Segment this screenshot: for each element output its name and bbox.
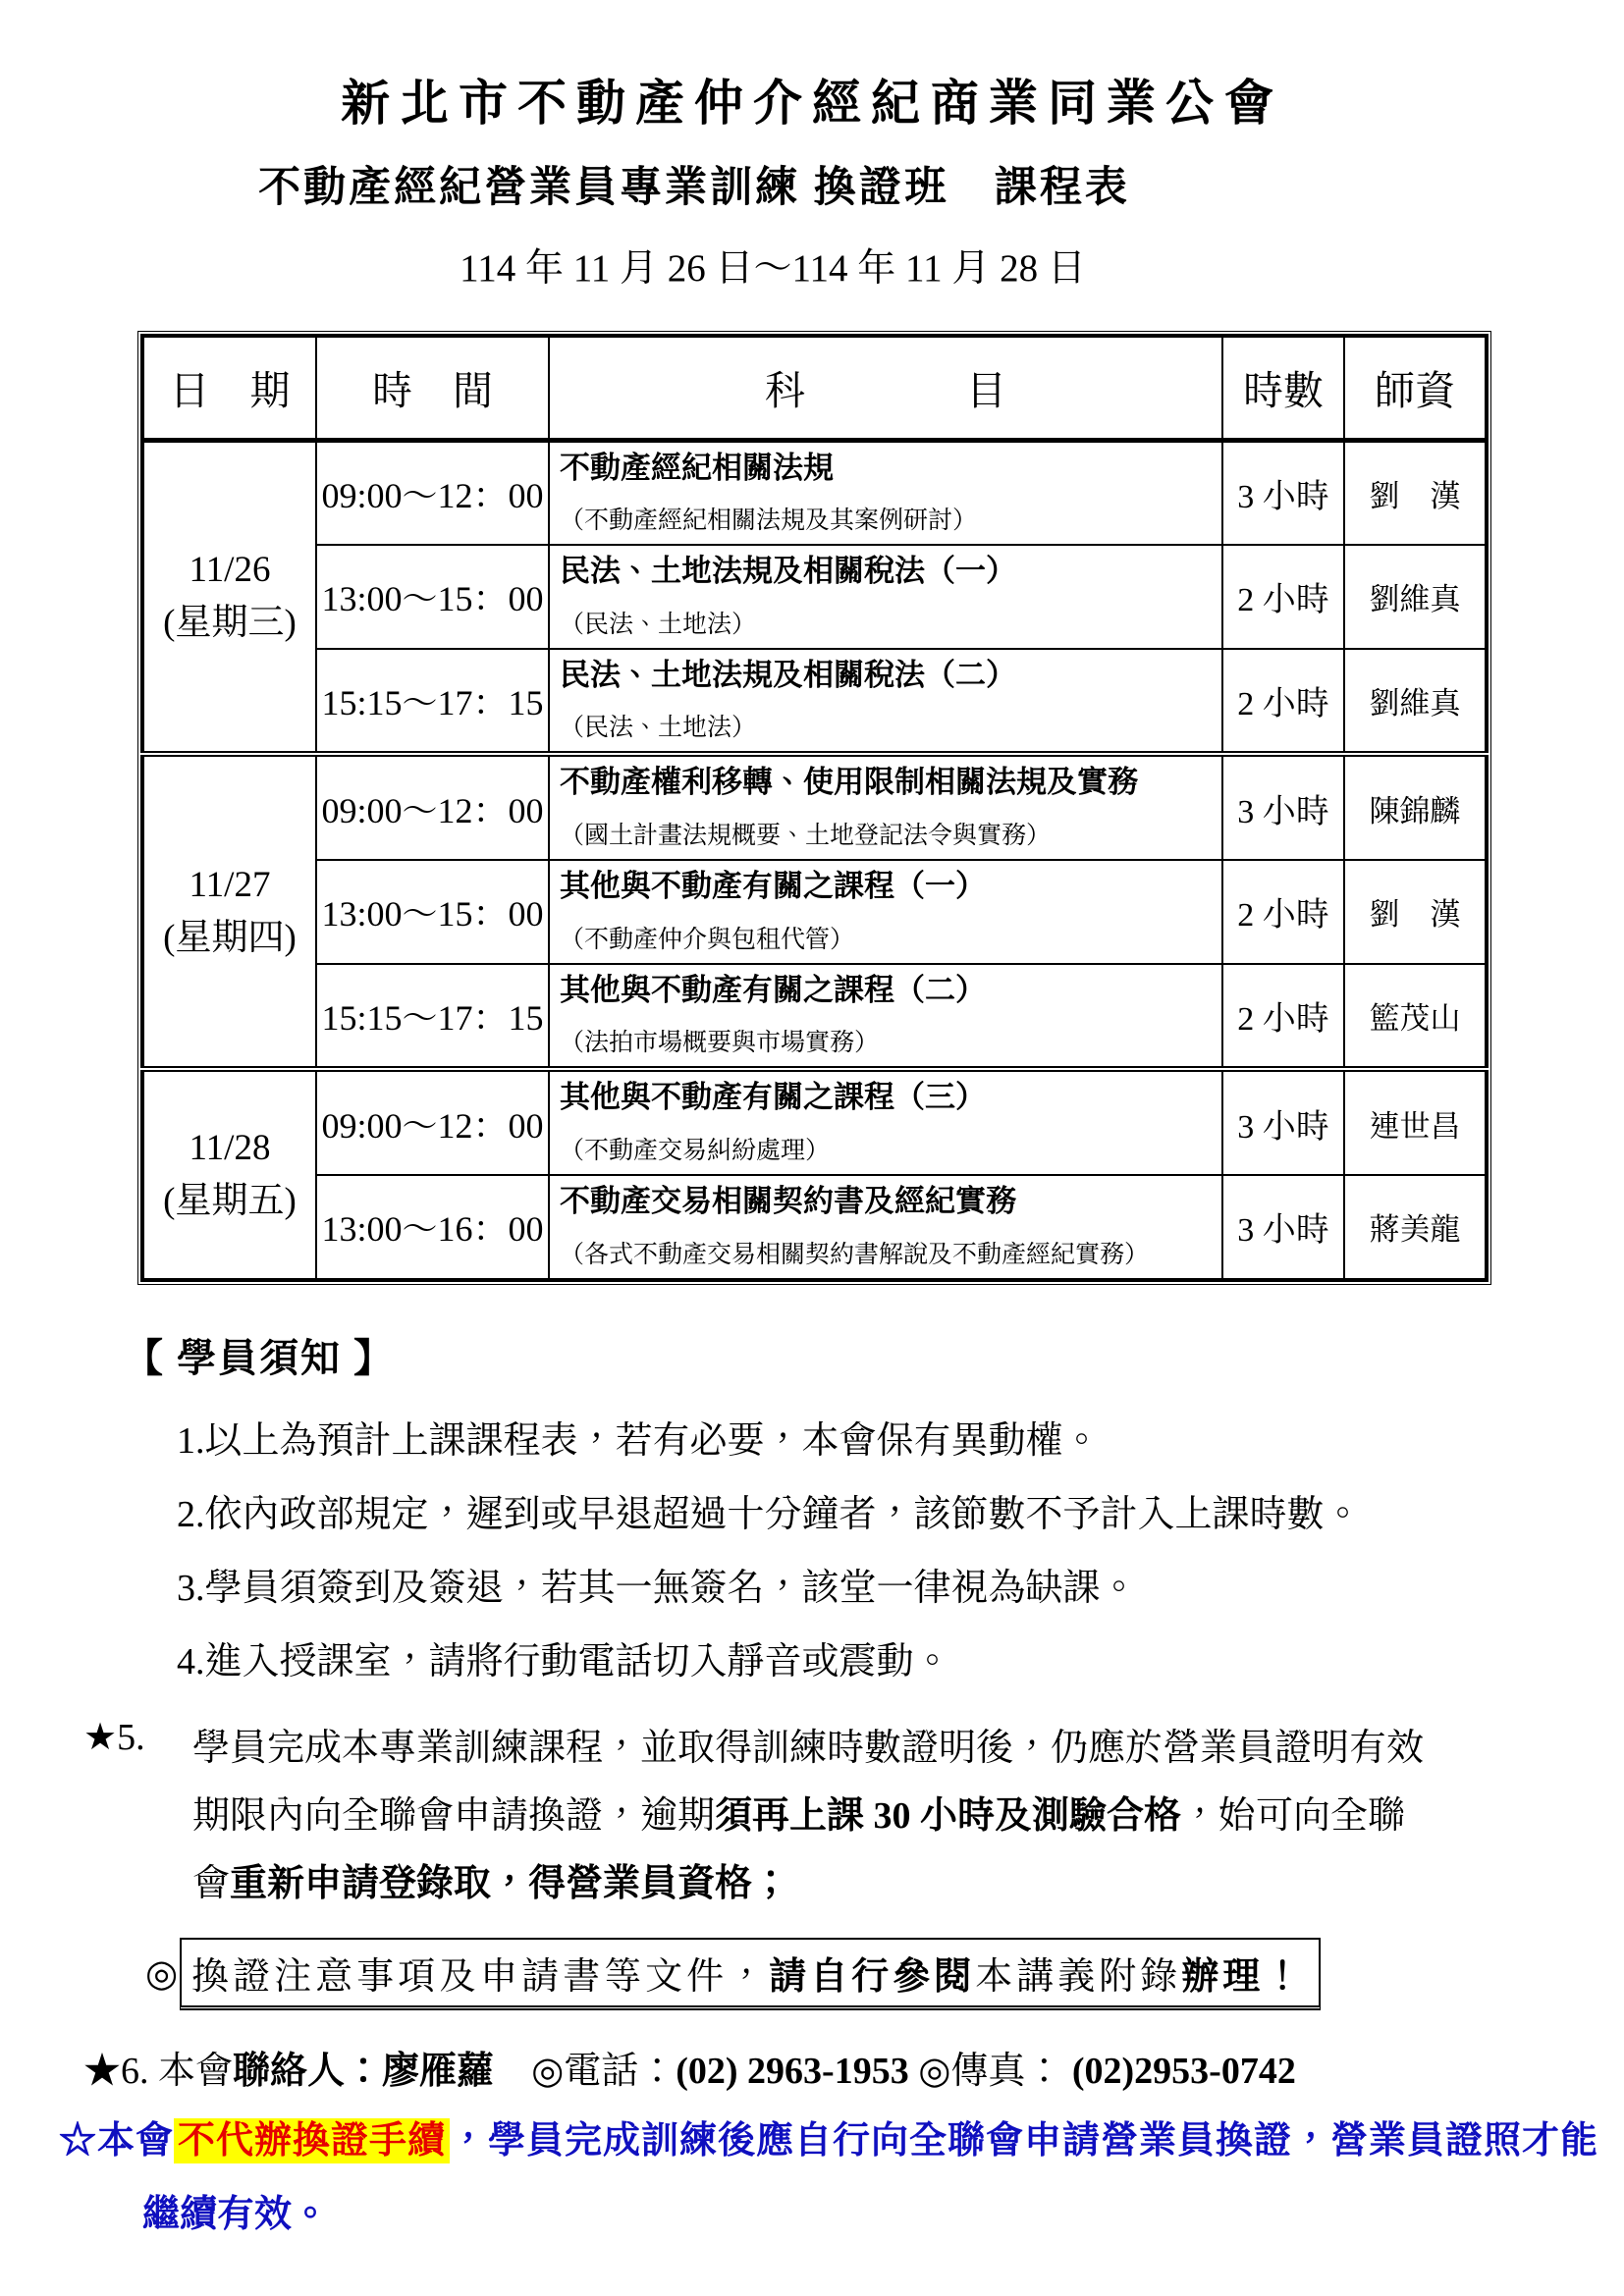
line2-bold: 須再上課 30 小時及測驗合格 <box>715 1794 1182 1837</box>
teacher-cell: 劉 漢 <box>1344 860 1487 964</box>
teacher-cell: 劉維真 <box>1344 545 1487 649</box>
line2-prefix: 期限內向全聯會申請換證，逾期 <box>192 1794 716 1837</box>
time-cell: 15:15～17：15 <box>316 964 549 1070</box>
notice-item-2: 2.依內政部規定，遲到或早退超過十分鐘者，該節數不予計入上課時數。 <box>177 1493 1362 1535</box>
time-cell: 09:00～12：00 <box>316 1069 549 1175</box>
date-cell-day3 <box>142 1069 316 1279</box>
teacher-cell: 劉維真 <box>1344 649 1487 755</box>
star-bullet-icon: ★5. <box>83 1716 145 1758</box>
notice-item-5 <box>0 1715 1624 1918</box>
subject-cell <box>549 964 1222 1070</box>
phone-label: ◎電話： <box>531 2050 677 2092</box>
column-header-hours: 時數 <box>1222 336 1344 440</box>
notice-item-5-line2 <box>192 1783 1624 1850</box>
subject-title: 不動產經紀相關法規 <box>560 450 834 485</box>
weekday-label: (星期三) <box>163 602 297 643</box>
contact-prefix: 本會 <box>158 2050 234 2092</box>
box-bold-2: 辦理！ <box>1181 1955 1306 1998</box>
subject-title: 不動產交易相關契約書及經紀實務 <box>560 1183 1016 1218</box>
hours-cell: 3 小時 <box>1222 440 1344 545</box>
hours-cell: 2 小時 <box>1222 860 1344 964</box>
notice-item-5-text <box>192 1715 1624 1918</box>
subject-detail: （法拍市場概要與市場實務） <box>560 1030 880 1057</box>
warning-line-1 <box>59 2109 1624 2163</box>
column-header-time: 時 間 <box>316 336 549 440</box>
date-label: 11/28 <box>189 1128 271 1169</box>
page-subtitle: 不動產經紀營業員專業訓練 換證班 課程表 <box>258 165 1130 211</box>
warning-rest: ，學員完成訓練後應自行向全聯會申請營業員換證，營業員證照才能 <box>450 2119 1599 2162</box>
subject-title: 不動產權利移轉、使用限制相關法規及實務 <box>560 765 1138 800</box>
date-cell-day2 <box>142 754 316 1069</box>
time-cell: 13:00～16：00 <box>316 1175 549 1280</box>
subject-detail: （民法、土地法） <box>560 611 757 638</box>
subject-cell <box>549 1069 1222 1175</box>
warning-highlight: 不代辦換證手續 <box>174 2118 450 2163</box>
table-header-row <box>142 336 1487 440</box>
line3-prefix: 會 <box>192 1862 231 1904</box>
student-notice-heading: 【 學員須知 】 <box>124 1335 395 1380</box>
time-cell: 13:00～15：00 <box>316 860 549 964</box>
warning-prefix: ☆本會 <box>59 2119 175 2162</box>
subject-title: 民法、土地法規及相關稅法（一） <box>560 554 1016 589</box>
teacher-cell: 陳錦麟 <box>1344 754 1487 860</box>
fax-number: (02)2953-0742 <box>1071 2050 1296 2092</box>
contact-name: 聯絡人：廖雁蘿 <box>233 2050 495 2092</box>
subject-detail: （國土計畫法規概要、土地登記法令與實務） <box>560 823 1052 850</box>
teacher-cell: 籃茂山 <box>1344 964 1487 1070</box>
subject-cell <box>549 649 1222 755</box>
hours-cell: 3 小時 <box>1222 754 1344 860</box>
column-header-date: 日 期 <box>142 336 316 440</box>
subject-detail: （不動產經紀相關法規及其案例研討） <box>560 507 978 535</box>
subject-title: 其他與不動產有關之課程（三） <box>560 1080 986 1115</box>
hours-cell: 2 小時 <box>1222 649 1344 755</box>
date-range: 114 年 11 月 26 日～114 年 11 月 28 日 <box>460 247 1086 290</box>
subject-cell <box>549 1175 1222 1280</box>
line2-suffix: ，始可向全聯 <box>1181 1794 1406 1837</box>
page-title: 新北市不動產仲介經紀商業同業公會 <box>341 76 1283 131</box>
box-bold-1: 請自行參閱 <box>769 1955 976 1998</box>
subject-detail: （不動產交易糾紛處理） <box>560 1137 831 1164</box>
table-row <box>142 440 1487 545</box>
subject-title: 其他與不動產有關之課程（二） <box>560 972 986 1007</box>
hours-cell: 2 小時 <box>1222 545 1344 649</box>
column-header-teacher: 師資 <box>1344 336 1487 440</box>
star-bullet-icon: ★6. <box>83 2050 149 2092</box>
table-row <box>142 754 1487 860</box>
subject-detail: （民法、土地法） <box>560 715 757 742</box>
subject-cell <box>549 440 1222 545</box>
notice-item-5-line3 <box>192 1850 1624 1918</box>
phone-number: (02) 2963-1953 <box>676 2050 909 2092</box>
date-cell-day1 <box>142 440 316 754</box>
time-cell: 15:15～17：15 <box>316 649 549 755</box>
table-row <box>142 860 1487 964</box>
box-text-1: 換證注意事項及申請書等文件， <box>191 1955 770 1998</box>
time-cell: 09:00～12：00 <box>316 440 549 545</box>
notice-item-1: 1.以上為預計上課課程表，若有必要，本會保有異動權。 <box>177 1419 1101 1462</box>
subject-cell <box>549 860 1222 964</box>
table-row <box>142 1069 1487 1175</box>
time-cell: 13:00～15：00 <box>316 545 549 649</box>
column-header-subject: 科 目 <box>549 336 1222 440</box>
spacer <box>494 2051 531 2092</box>
teacher-cell: 連世昌 <box>1344 1069 1487 1175</box>
student-notice-list <box>177 1420 1624 1682</box>
course-schedule-table <box>140 334 1489 1282</box>
renewal-note-box <box>180 1938 1321 2010</box>
warning-line-2: 繼續有效。 <box>142 2193 330 2235</box>
table-row <box>142 649 1487 755</box>
subject-detail: （不動產仲介與包租代管） <box>560 926 855 953</box>
hours-cell: 3 小時 <box>1222 1175 1344 1280</box>
table-row <box>142 964 1487 1070</box>
notice-item-6 <box>83 2040 1624 2094</box>
weekday-label: (星期五) <box>163 1180 297 1221</box>
subject-title: 民法、土地法規及相關稅法（二） <box>560 657 1016 692</box>
table-row <box>142 1175 1487 1280</box>
time-cell: 09:00～12：00 <box>316 754 549 860</box>
subject-cell <box>549 545 1222 649</box>
teacher-cell: 劉 漢 <box>1344 440 1487 545</box>
date-label: 11/26 <box>189 550 271 591</box>
circle-bullet-icon: ◎ <box>145 1953 179 1996</box>
fax-label: ◎傳真： <box>908 2050 1072 2092</box>
line3-bold: 重新申請登錄取，得營業員資格； <box>230 1862 790 1904</box>
hours-cell: 2 小時 <box>1222 964 1344 1070</box>
subject-cell <box>549 754 1222 860</box>
teacher-cell: 蔣美龍 <box>1344 1175 1487 1280</box>
renewal-note-row <box>145 1938 1624 2010</box>
notice-item-4: 4.進入授課室，請將行動電話切入靜音或震動。 <box>177 1640 951 1682</box>
date-label: 11/27 <box>189 865 271 906</box>
subject-title: 其他與不動產有關之課程（一） <box>560 869 986 904</box>
hours-cell: 3 小時 <box>1222 1069 1344 1175</box>
box-text-2: 本講義附錄 <box>975 1955 1182 1998</box>
notice-item-5-line1: 學員完成本專業訓練課程，並取得訓練時數證明後，仍應於營業員證明有效 <box>192 1727 1425 1769</box>
subject-detail: （各式不動產交易相關契約書解說及不動產經紀實務） <box>560 1241 1150 1268</box>
weekday-label: (星期四) <box>163 917 297 958</box>
notice-item-3: 3.學員須簽到及簽退，若其一無簽名，該堂一律視為缺課。 <box>177 1567 1138 1609</box>
table-row <box>142 545 1487 649</box>
